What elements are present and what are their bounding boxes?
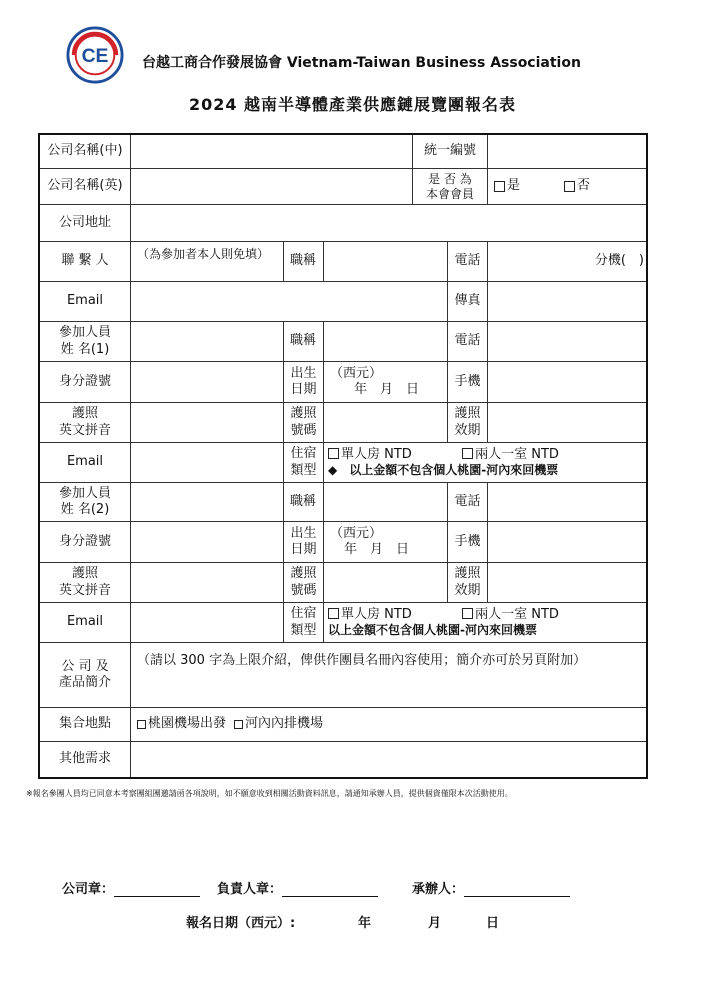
label-attendee2-validity xyxy=(447,563,487,602)
label-attendee1-title: 職稱 xyxy=(283,322,323,361)
passport2-label-b: 英文拼音 xyxy=(58,582,111,598)
meeting-hanoi-label: 河內內排機場 xyxy=(245,716,324,732)
attendee1-twin-checkbox[interactable] xyxy=(462,448,473,459)
birth2-label-a: 出生 xyxy=(290,525,317,541)
birth2-ad: （西元） xyxy=(330,525,383,541)
input-attendee2-passport-no[interactable] xyxy=(323,563,447,602)
row-attendee1-email xyxy=(40,443,646,483)
birth2-label-b: 日期 xyxy=(290,542,317,557)
label-attendee2-passport xyxy=(40,563,130,602)
row-attendee1-passport xyxy=(40,403,646,443)
profile-note: （請以 300 字為上限介紹，俾供作團員名冊內容使用；簡介亦可於另頁附加） xyxy=(137,653,587,668)
label-attendee1-birth xyxy=(283,362,323,402)
input-contact-phone[interactable] xyxy=(487,242,646,281)
attendee2-fee-note: 以上金額不包含個人桃園-河內來回機票 xyxy=(328,623,537,638)
label-attendee2-lodging xyxy=(283,603,323,642)
org-name: 台越工商合作發展協會 Vietnam-Taiwan Business Association xyxy=(142,55,581,71)
company-seal-line xyxy=(62,878,200,897)
input-company-en[interactable] xyxy=(130,169,412,204)
owner-seal-label: 負責人章： xyxy=(217,882,283,897)
validity-a: 護照 xyxy=(454,406,481,422)
label-company-cn: 公司名稱(中) xyxy=(47,143,123,159)
label-attendee2-email: Email xyxy=(66,614,104,630)
lodging2-b: 類型 xyxy=(290,622,317,638)
label-address: 公司地址 xyxy=(58,214,111,230)
footer-note: ※報名參團人員均已同意本考察團組團邀請函各項說明，如不願意收到相關活動資料訊息，請通知承辦人員，提供個資僅限本次活動使用。 xyxy=(26,789,513,798)
input-attendee2-email[interactable] xyxy=(130,603,283,642)
passport-label-b: 英文拼音 xyxy=(58,422,111,438)
label-attendee2-mobile: 手機 xyxy=(447,522,487,562)
input-contact-title[interactable] xyxy=(323,242,447,281)
label-fax: 傳真 xyxy=(447,282,487,321)
reg-date-year: 年 xyxy=(358,916,372,931)
row-email xyxy=(40,282,646,322)
input-attendee1-email[interactable] xyxy=(130,443,283,482)
birth2-ymd: 年 月 日 xyxy=(344,542,410,557)
label-contact-title: 職稱 xyxy=(283,242,323,281)
input-attendee1-passport[interactable] xyxy=(130,403,283,442)
handler-label: 承辦人： xyxy=(412,882,465,897)
meeting-taoyuan-checkbox[interactable] xyxy=(137,720,146,729)
reg-date-label: 報名日期（西元）: xyxy=(186,916,296,931)
attendee2-twin-checkbox[interactable] xyxy=(462,608,473,619)
member-yes-label: 是 xyxy=(507,178,521,194)
label-contact-phone: 電話 xyxy=(447,242,487,281)
attendee1-single-label: 單人房 NTD xyxy=(341,446,412,462)
birth-ymd: 年 月 日 xyxy=(354,382,420,397)
input-attendee1-name[interactable] xyxy=(130,322,283,361)
label-email: Email xyxy=(66,293,104,309)
row-contact xyxy=(40,242,646,282)
profile-label-b: 產品簡介 xyxy=(58,675,111,690)
label-attendee2-name xyxy=(40,483,130,521)
member-q2: 本會會員 xyxy=(425,186,474,201)
input-attendee2-validity[interactable] xyxy=(487,563,646,602)
passport2-no-b: 號碼 xyxy=(290,582,317,598)
input-attendee1-validity[interactable] xyxy=(487,403,646,442)
label-contact: 聯 繫 人 xyxy=(61,253,109,269)
input-attendee2-birth[interactable] xyxy=(323,522,447,562)
input-attendee1-passport-no[interactable] xyxy=(323,403,447,442)
input-attendee1-birth[interactable] xyxy=(323,362,447,402)
input-attendee1-id[interactable] xyxy=(130,362,283,402)
row-company-cn xyxy=(40,135,646,169)
label-attendee1-validity xyxy=(447,403,487,442)
row-other xyxy=(40,742,646,777)
company-seal-blank[interactable] xyxy=(114,882,200,897)
attendee1-label-a: 參加人員 xyxy=(58,325,111,341)
row-attendee2-email xyxy=(40,603,646,643)
label-company-en: 公司名稱(英) xyxy=(47,178,123,194)
attendee1-label-b: 姓 名(1) xyxy=(60,341,110,357)
input-attendee2-phone[interactable] xyxy=(487,483,646,521)
attendee2-lodging-options xyxy=(323,603,646,642)
passport2-no-a: 護照 xyxy=(290,566,317,582)
member-yes-checkbox[interactable] xyxy=(494,181,505,192)
input-attendee2-mobile[interactable] xyxy=(487,522,646,562)
attendee1-lodging-options xyxy=(323,443,646,482)
validity2-b: 效期 xyxy=(454,582,481,598)
attendee1-fee-note: ◆ 以上金額不包含個人桃園-河內來回機票 xyxy=(328,463,559,478)
svg-text:CE: CE xyxy=(81,45,109,67)
meeting-taoyuan-label: 桃園機場出發 xyxy=(148,716,227,732)
lodging2-a: 住宿 xyxy=(290,606,317,622)
row-attendee1-name xyxy=(40,322,646,362)
passport2-label-a: 護照 xyxy=(71,566,98,582)
row-company-en xyxy=(40,169,646,205)
passport-label-a: 護照 xyxy=(71,406,98,422)
handler-blank[interactable] xyxy=(464,882,570,897)
input-attendee1-title[interactable] xyxy=(323,322,447,361)
company-seal-label: 公司章： xyxy=(62,882,115,897)
member-no-checkbox[interactable] xyxy=(564,181,575,192)
attendee2-label-a: 參加人員 xyxy=(58,485,111,501)
profile-label-a: 公 司 及 xyxy=(61,658,109,674)
validity-b: 效期 xyxy=(454,422,481,438)
input-attendee2-id[interactable] xyxy=(130,522,283,562)
member-q1: 是 否 為 xyxy=(428,171,472,186)
label-attendee2-birth xyxy=(283,522,323,562)
input-tax-id[interactable] xyxy=(487,135,646,168)
registration-form xyxy=(38,133,648,779)
contact-note[interactable]: （為參加者本人則免填） xyxy=(130,242,283,281)
reg-date-day: 日 xyxy=(486,916,500,931)
owner-seal-line xyxy=(217,878,378,897)
input-attendee1-mobile[interactable] xyxy=(487,362,646,402)
input-profile[interactable] xyxy=(130,643,646,707)
row-address xyxy=(40,205,646,242)
reg-date-month: 月 xyxy=(428,916,442,931)
passport-no-b: 號碼 xyxy=(290,422,317,438)
label-meeting: 集合地點 xyxy=(58,716,111,732)
attendee2-single-label: 單人房 NTD xyxy=(341,606,412,622)
input-other[interactable] xyxy=(130,742,646,777)
label-attendee2-title: 職稱 xyxy=(283,483,323,521)
input-attendee1-phone[interactable] xyxy=(487,322,646,361)
row-attendee2-id xyxy=(40,522,646,563)
form-title: 2024 越南半導體產業供應鏈展覽團報名表 xyxy=(188,95,517,114)
label-attendee2-passport-no xyxy=(283,563,323,602)
input-fax[interactable] xyxy=(487,282,646,321)
attendee2-label-b: 姓 名(2) xyxy=(60,502,110,517)
label-attendee1-passport xyxy=(40,403,130,442)
input-email[interactable] xyxy=(130,282,447,321)
label-attendee2-phone: 電話 xyxy=(447,483,487,521)
label-attendee1-id: 身分證號 xyxy=(58,373,111,389)
association-logo xyxy=(66,26,124,84)
input-attendee2-passport[interactable] xyxy=(130,563,283,602)
label-other: 其他需求 xyxy=(58,751,111,767)
row-attendee2-passport xyxy=(40,563,646,603)
birth-ad: （西元） xyxy=(330,365,383,381)
attendee1-twin-label: 兩人一室 NTD xyxy=(475,446,559,462)
handler-line xyxy=(412,878,570,897)
ext-label: 分機( ) xyxy=(594,253,644,269)
lodging-b: 類型 xyxy=(290,462,317,478)
lodging-a: 住宿 xyxy=(290,446,317,462)
input-company-cn[interactable] xyxy=(130,135,412,168)
label-attendee1-email: Email xyxy=(66,454,104,470)
attendee2-twin-label: 兩人一室 NTD xyxy=(475,606,559,622)
label-member xyxy=(412,169,487,204)
row-attendee1-id xyxy=(40,362,646,403)
input-attendee2-name[interactable] xyxy=(130,483,283,521)
label-attendee1-name xyxy=(40,322,130,361)
member-choice xyxy=(487,169,646,204)
input-attendee2-title[interactable] xyxy=(323,483,447,521)
member-no-label: 否 xyxy=(577,178,591,194)
attendee1-single-checkbox[interactable] xyxy=(328,448,339,459)
label-attendee2-id: 身分證號 xyxy=(58,533,111,549)
row-meeting xyxy=(40,708,646,742)
owner-seal-blank[interactable] xyxy=(282,882,378,897)
label-tax-id: 統一編號 xyxy=(412,135,487,168)
attendee2-single-checkbox[interactable] xyxy=(328,608,339,619)
passport-no-a: 護照 xyxy=(290,406,317,422)
label-attendee1-lodging xyxy=(283,443,323,482)
birth-label-b: 日期 xyxy=(290,382,317,397)
label-attendee1-passport-no xyxy=(283,403,323,442)
input-address[interactable] xyxy=(130,205,646,241)
birth-label-a: 出生 xyxy=(290,365,317,381)
validity2-a: 護照 xyxy=(454,566,481,582)
label-profile xyxy=(40,643,130,707)
meeting-hanoi-checkbox[interactable] xyxy=(234,720,243,729)
meeting-options xyxy=(130,708,646,741)
row-profile xyxy=(40,643,646,708)
label-attendee1-mobile: 手機 xyxy=(447,362,487,402)
label-attendee1-phone: 電話 xyxy=(447,322,487,361)
row-attendee2-name xyxy=(40,483,646,522)
